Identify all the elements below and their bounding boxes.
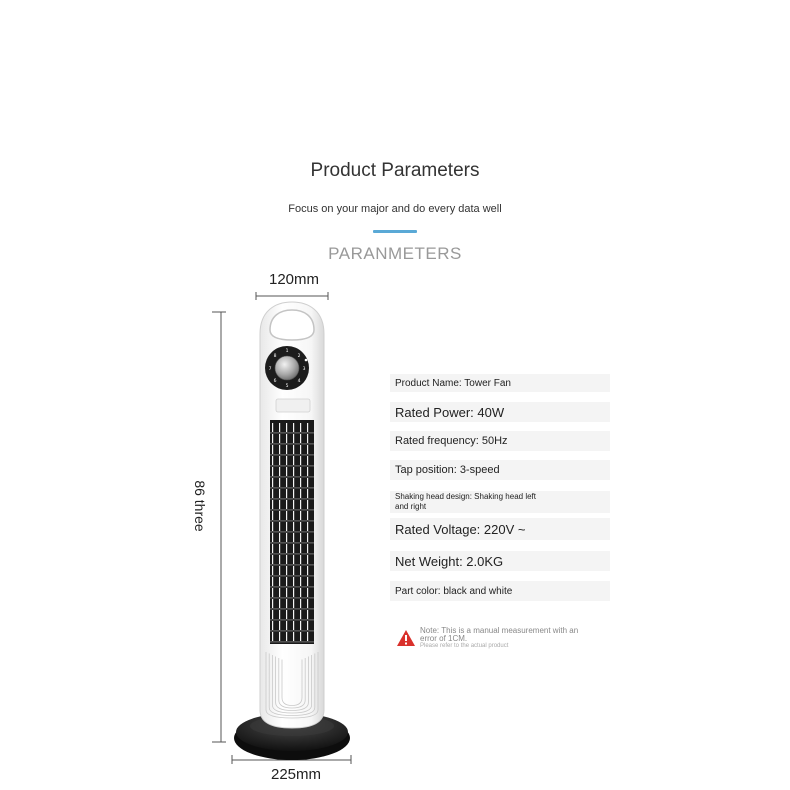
grille-slat	[300, 555, 301, 564]
grille-slat	[286, 566, 287, 575]
grille-slat	[272, 588, 273, 597]
grille-bar	[270, 499, 314, 500]
param-text: Rated Power: 40W	[395, 404, 505, 420]
grille-slat	[272, 478, 273, 487]
grille-slat	[286, 434, 287, 443]
grille-slat	[272, 489, 273, 498]
grille-slat	[279, 577, 280, 586]
param-text: Part color: black and white	[395, 585, 513, 597]
control-label-plate	[276, 399, 310, 412]
grille-slat	[293, 478, 294, 487]
dimension-height-side: 86 three	[192, 480, 208, 532]
grille-slat	[307, 610, 308, 619]
grille-slat	[300, 500, 301, 509]
grille-slat	[300, 423, 301, 432]
page-title: Product Parameters	[310, 160, 480, 181]
param-row-product-name	[390, 374, 610, 392]
param-row-rated-power	[390, 402, 610, 422]
grille-bar	[270, 532, 314, 533]
grille-slat	[300, 632, 301, 641]
grille-slat	[272, 500, 273, 509]
grille-bar	[270, 631, 314, 632]
grille-slat	[307, 434, 308, 443]
grille-bar	[270, 444, 314, 445]
grille-slat	[272, 566, 273, 575]
grille-slat	[307, 478, 308, 487]
grille-slat	[293, 445, 294, 454]
dial-number: 4	[297, 379, 301, 384]
dial-number: 6	[273, 379, 277, 384]
grille-slat	[286, 423, 287, 432]
grille-slat	[279, 621, 280, 630]
grille-slat	[307, 588, 308, 597]
grille-slat	[307, 511, 308, 520]
grille-slat	[293, 588, 294, 597]
grille-slat	[272, 577, 273, 586]
note-subtext: Please refer to the actual product	[420, 643, 509, 649]
dial-number: 1	[285, 349, 289, 354]
param-text: Rated Voltage: 220V ~	[395, 521, 526, 537]
grille-slat	[307, 544, 308, 553]
grille-slat	[300, 566, 301, 575]
grille-slat	[279, 544, 280, 553]
grille-slat	[286, 445, 287, 454]
grille-slat	[300, 511, 301, 520]
grille-slat	[293, 577, 294, 586]
grille-slat	[293, 621, 294, 630]
grille-slat	[300, 478, 301, 487]
grille-slat	[293, 500, 294, 509]
section-label: PARANMETERS	[328, 244, 462, 263]
grille-bar	[270, 477, 314, 478]
grille-slat	[293, 566, 294, 575]
grille-slat	[300, 610, 301, 619]
grille-slat	[279, 423, 280, 432]
grille-slat	[307, 445, 308, 454]
grille-slat	[293, 467, 294, 476]
grille-slat	[307, 423, 308, 432]
grille-slat	[279, 588, 280, 597]
grille-slat	[293, 511, 294, 520]
grille-slat	[272, 511, 273, 520]
grille-bar	[270, 543, 314, 544]
dimension-line-top	[256, 292, 328, 300]
grille-slat	[279, 434, 280, 443]
dial-number: 8	[273, 354, 277, 359]
handle-opening	[270, 310, 314, 340]
grille-slat	[272, 632, 273, 641]
grille-slat	[300, 533, 301, 542]
grille-slat	[286, 588, 287, 597]
grille-slat	[279, 632, 280, 641]
warning-icon	[396, 629, 416, 647]
param-row-rated-frequency	[390, 431, 610, 451]
param-text: Tap position: 3-speed	[395, 464, 500, 476]
indicator-dot-icon	[305, 359, 308, 362]
grille-slat	[279, 599, 280, 608]
grille-slat	[300, 456, 301, 465]
param-text: Product Name: Tower Fan	[395, 377, 511, 389]
dial-number: 2	[297, 354, 301, 359]
grille-bar	[270, 455, 314, 456]
grille-slat	[307, 522, 308, 531]
grille-bar	[270, 510, 314, 511]
param-text: Shaking head design: Shaking head left and right	[395, 492, 536, 511]
param-row-tap-position	[390, 460, 610, 480]
dial-number: 5	[285, 384, 289, 389]
grille-slat	[286, 522, 287, 531]
dimension-width-bottom: 225mm	[270, 766, 322, 783]
grille-slat	[272, 555, 273, 564]
grille-bar	[270, 466, 314, 467]
grille-slat	[307, 621, 308, 630]
grille-slat	[293, 544, 294, 553]
grille-slat	[279, 610, 280, 619]
grille-bar	[270, 521, 314, 522]
note-text: Note: This is a manual measurement with an error of 1CM.	[420, 626, 579, 643]
grille-slat	[293, 522, 294, 531]
grille-slat	[279, 555, 280, 564]
dial-number: 3	[302, 367, 306, 372]
grille-slat	[279, 489, 280, 498]
grille-slat	[300, 489, 301, 498]
grille-slat	[300, 445, 301, 454]
grille-bar	[270, 433, 314, 434]
dimension-width-top: 120mm	[268, 271, 320, 288]
grille-slat	[279, 533, 280, 542]
dial-number: 7	[268, 367, 272, 372]
param-text: Rated frequency: 50Hz	[395, 435, 508, 447]
param-row-rated-voltage	[390, 518, 610, 540]
dimension-line-side	[212, 312, 226, 742]
grille-slat	[279, 456, 280, 465]
grille-bar	[270, 565, 314, 566]
grille-slat	[286, 511, 287, 520]
grille-slat	[293, 423, 294, 432]
grille-slat	[300, 434, 301, 443]
grille-slat	[307, 467, 308, 476]
grille-slat	[286, 533, 287, 542]
grille-slat	[307, 566, 308, 575]
grille-slat	[279, 478, 280, 487]
grille-slat	[307, 555, 308, 564]
grille-slat	[286, 621, 287, 630]
grille-slat	[272, 610, 273, 619]
grille-bar	[270, 598, 314, 599]
param-row-net-weight	[390, 551, 610, 571]
grille-slat	[272, 522, 273, 531]
grille-slat	[272, 456, 273, 465]
grille-slat	[307, 500, 308, 509]
grille-slat	[286, 632, 287, 641]
grille-slat	[272, 423, 273, 432]
grille-slat	[293, 533, 294, 542]
grille-slat	[286, 489, 287, 498]
grille-slat	[293, 489, 294, 498]
grille-bar	[270, 587, 314, 588]
grille-slat	[272, 467, 273, 476]
grille-bar	[270, 620, 314, 621]
grille-slat	[272, 544, 273, 553]
grille-bar	[270, 488, 314, 489]
grille-slat	[279, 445, 280, 454]
grille-bar	[270, 609, 314, 610]
grille-slat	[307, 533, 308, 542]
param-text: Net Weight: 2.0KG	[395, 553, 504, 569]
grille-slat	[272, 599, 273, 608]
grille-slat	[300, 522, 301, 531]
grille-slat	[293, 434, 294, 443]
grille-bar	[270, 642, 314, 643]
grille-bar	[270, 554, 314, 555]
grille-slat	[307, 489, 308, 498]
grille-slat	[286, 456, 287, 465]
grille-bar	[270, 576, 314, 577]
grille-slat	[307, 599, 308, 608]
grille-slat	[286, 555, 287, 564]
grille-slat	[286, 478, 287, 487]
grille-slat	[272, 621, 273, 630]
grille-slat	[286, 544, 287, 553]
grille-slat	[279, 566, 280, 575]
grille-slat	[300, 588, 301, 597]
param-row-part-color	[390, 581, 610, 601]
page-subtitle: Focus on your major and do every data well	[288, 203, 502, 215]
grille-slat	[286, 467, 287, 476]
grille-slat	[300, 577, 301, 586]
grille-slat	[307, 632, 308, 641]
grille-slat	[307, 577, 308, 586]
grille-slat	[272, 533, 273, 542]
grille-slat	[300, 467, 301, 476]
grille-slat	[279, 500, 280, 509]
grille-slat	[293, 610, 294, 619]
grille-slat	[293, 599, 294, 608]
grille-slat	[279, 522, 280, 531]
grille-slat	[307, 456, 308, 465]
grille-slat	[300, 599, 301, 608]
param-row-shaking-head	[390, 491, 610, 513]
grille-slat	[286, 599, 287, 608]
grille-slat	[279, 511, 280, 520]
grille-slat	[300, 621, 301, 630]
grille-slat	[293, 632, 294, 641]
control-knob	[275, 356, 299, 380]
grille-slat	[286, 577, 287, 586]
grille-slat	[286, 500, 287, 509]
grille-slat	[272, 434, 273, 443]
grille-slat	[293, 555, 294, 564]
grille-slat	[272, 445, 273, 454]
grille-slat	[293, 456, 294, 465]
grille-slat	[279, 467, 280, 476]
grille-slat	[300, 544, 301, 553]
grille-slat	[286, 610, 287, 619]
